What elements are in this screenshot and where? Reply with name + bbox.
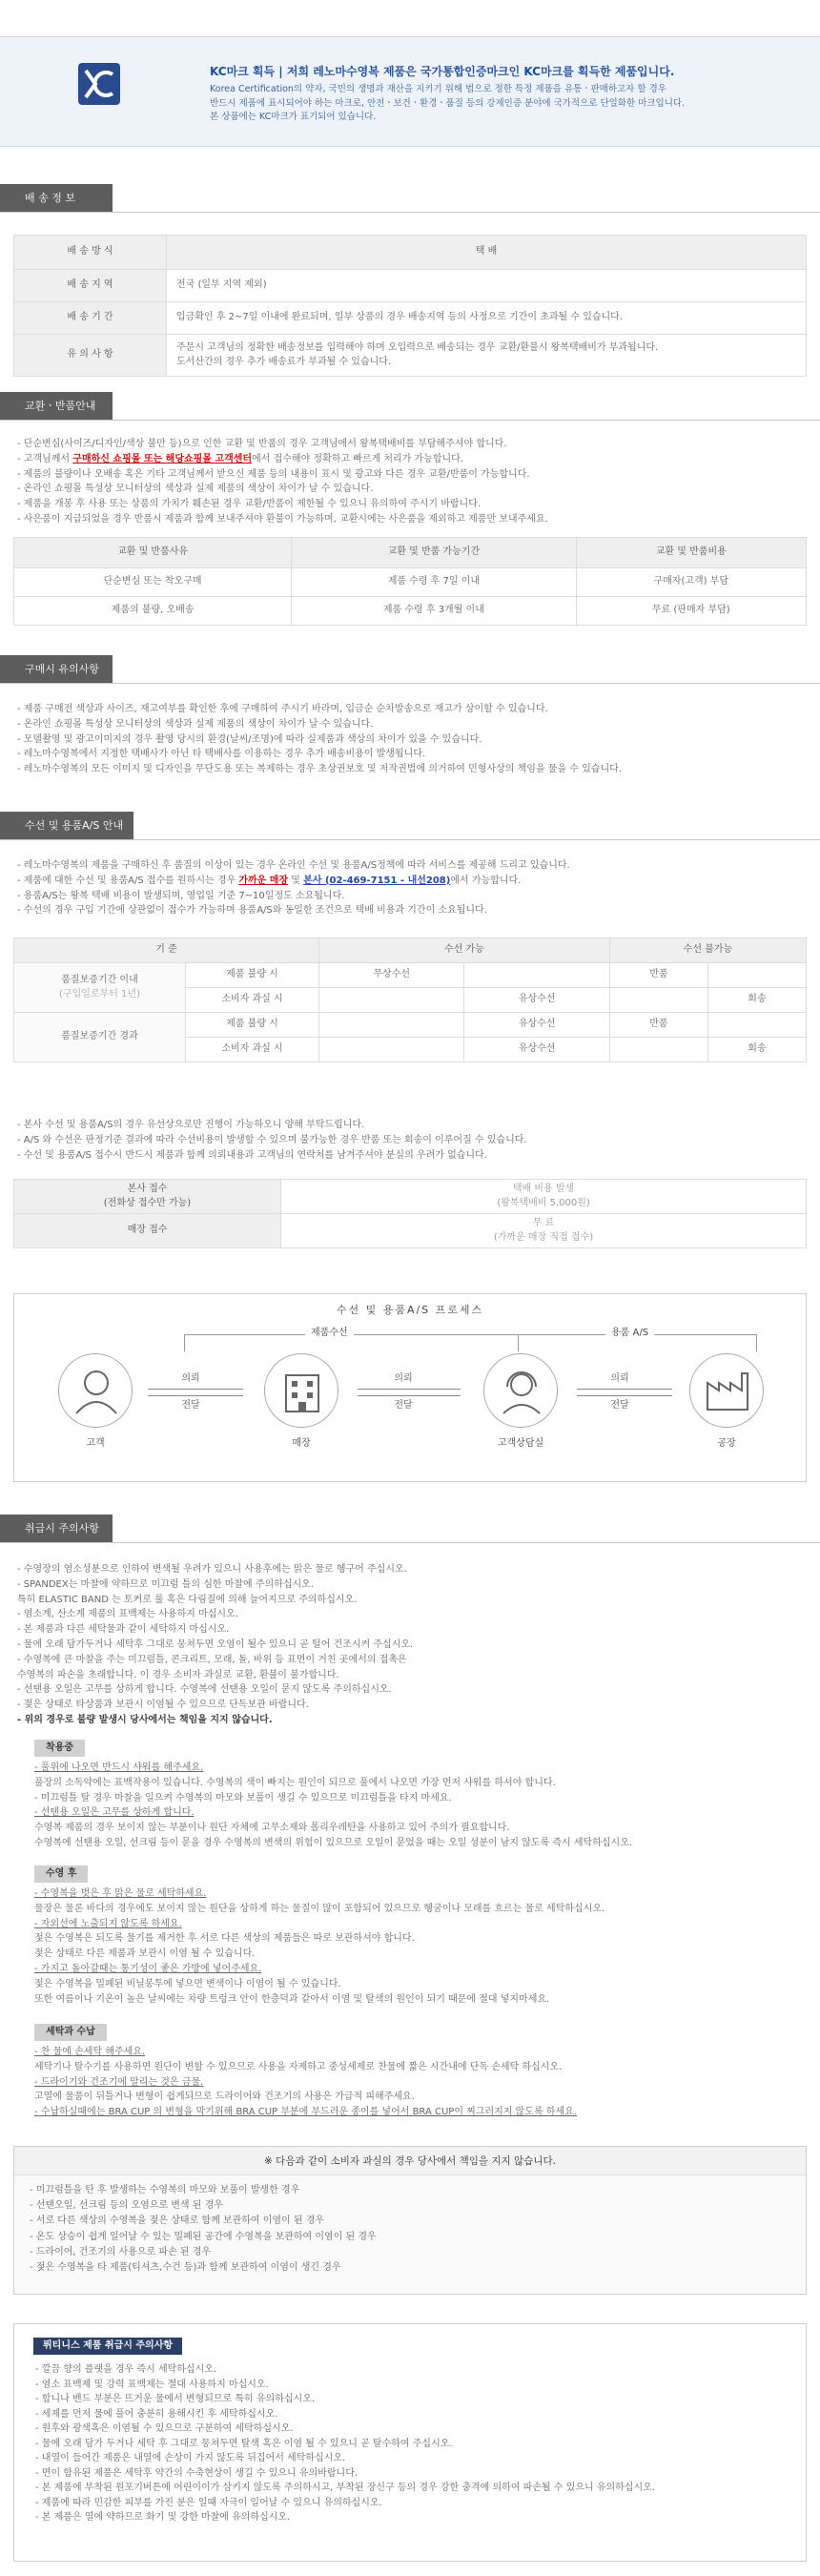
subsection-washing: 세탁과 수납 [34,2024,107,2041]
arrow-label-deliver: 전달 [181,1400,200,1411]
group-as: 용품 A/S [605,1327,654,1341]
rutinis-box [13,2323,807,2562]
arrow-label-request: 의뢰 [181,1373,200,1384]
node-label-call-center: 고객상담실 [497,1438,544,1449]
repair-info-table: 본사 접수 (전화상 접수만 가능) 택배 비용 발생 (왕복택배비 5,000원) 매장 접수 무 료 (가까운 매장 직접 접수) [13,1179,807,1248]
exchange-section-tag: 교환ㆍ반품안내 [0,392,113,421]
hq-phone-link[interactable]: 본사 (02-469-7151 - 내선208) [303,875,451,886]
headset-icon [484,1354,559,1429]
node-label-factory: 공장 [717,1438,736,1449]
arrow-label-deliver: 전달 [394,1400,413,1411]
factory-icon [690,1354,765,1429]
delivery-table: 배 송 방 식 택 배 배 송 지 역 전국 (일부 지역 제외) 배 송 기 간 입금확인 후 2~7일 이내에 완료되며, 일부 상품의 경우 배송지역 등의 사정으로 기간이 초과될 수 있습니다. 유 의 사 항 주문시 고객님의 정확한 배송정보를 입력해야 하며 오입력으로 배송되는 경우 교환/환불시 왕복택배비가 부과됩니다. 도서산간의 경우 추가 배송료가 부과될 수 있습니다. [13,235,807,377]
store-node [264,1353,338,1428]
repair-notes: - 레노마수영복의 제품을 구매하신 후 품질의 이상이 있는 경우 온라인 수선 및 용품A/S정책에 따라 서비스를 제공해 드리고 있습니다. - 제품에 대한 수선 및 용품A/S 접수를 원하시는 경우 가까운 매장 및 본사 (02-469-7151 - 내선208)에서 가능합니다. - 용품A/S는 왕복 택배 비용이 발생되며, 영업일 기준 7~10일정도 소요됩니다. - 수선의 경우 구입 기간에 상관없이 접수가 가능하며 용품A/S와 동일한 조건으로 택배 비용과 기간이 소요됩니다. [17,860,570,917]
wearing-notes: - 풀위에 나오면 반드시 샤워를 해주세요. 풀장의 소독약에는 표백작용이 있습니다. 수영복의 색이 빠지는 원인이 되므로 풀에서 나오면 가장 먼저 샤워를 하셔야 합니다. - 미끄럼틀 탈 경우 마찰을 일으켜 수영복의 마모와 보풀이 생길 수 있으므로 미끄럼틀을 타지 마세요. - 선탠용 오일은 고무를 상하게 합니다. 수영복 제품의 경우 보이지 않는 부분이나 원단 자체에 고무소재와 폴리우레탄을 사용하고 있어 주의가 필요합니다. 수영복에 선탠용 오일, 선크림 등이 묻을 경우 수영복의 변색의 위험이 있으므로 오일이 묻었을 때는 오일 성분이 남지 않도록 즉시 세탁하십시오. [34,1762,633,1848]
kc-description: Korea Certification의 약자, 국민의 생명과 재산을 지키기 위해 법으로 정한 특정 제품을 유통ㆍ판매하고자 할 경우 반드시 제품에 표시되어야 하는 마크로, 안전ㆍ보건ㆍ환경ㆍ품질 등의 강제인증 분야에 국가적으로 단일화한 마크입니다. 본 상품에는 KC마크가 표기되어 있습니다. [210,84,686,123]
delivery-section-tag: 배 송 정 보 [0,184,113,213]
after-swim-notes: - 수영복을 벗은 후 맑은 물로 세탁하세요. 물장은 물론 바다의 경우에도 보이지 않는 원단을 상하게 하는 물질이 많이 포함되어 있으므로 헹굼이나 모래를 흐르는 물로 세탁하십시오. - 자외선에 노출되지 않도록 하세요. 젖은 수영복은 되도록 물기를 제거한 후 서로 다른 색상의 제품들은 따로 보관하셔야 합니다. 젖은 상태로 다른 제품과 보관시 이염 될 수 있습니다. - 가지고 돌아갈때는 통기성이 좋은 가방에 넣어주세요. 젖은 수영복을 밀폐된 비닐봉투에 넣으면 변색이나 이염이 될 수 있습니다. 또한 여름이나 기온이 높은 날씨에는 차량 트렁크 안이 한층덕과 같아서 이염 및 탈색의 원인이 되기 때문에 절대 넣지마세요. [34,1888,605,2005]
repair-section-tag: 수선 및 용품A/S 안내 [0,812,133,840]
caution-notes: - 제품 구매전 색상과 사이즈, 재고여부를 확인한 후에 구매하여 주시기 바라며, 입금순 순차발송으로 재고가 상이할 수 있습니다. - 온라인 쇼핑몰 특성상 모니터상의 색상과 실제 제품의 색상이 차이가 날 수 있습니다. - 모델촬영 및 광고이미지의 경우 촬영 당시의 환경(날씨/조명)에 따라 실제품과 색상의 차이가 있을 수 있습니다. - 레노마수영복에서 지정한 택배사가 아닌 타 택배사를 이용하는 경우 추가 배송비용이 발생됩니다. - 레노마수영복의 모든 이미지 및 디자인을 무단도용 또는 복제하는 경우 초상권보호 및 저작권법에 의거하여 민형사상의 책임을 물을 수 있습니다. [17,704,622,775]
kc-banner [0,36,820,147]
arrow-label-deliver: 전달 [610,1400,629,1411]
rutinis-tag: 뤼티니스 제품 취급시 주의사항 [33,2338,182,2355]
arrow-label-request: 의뢰 [394,1373,413,1384]
handling-notes: - 수영장의 염소성분으로 인하여 변색될 우려가 있으니 사용후에는 맑은 물로 헹구어 주십시오. - SPANDEX는 마찰에 약하므로 미끄럼 틀의 심한 마찰에 주의하십시오. 특히 ELASTIC BAND 는 토커로 룰 혹은 다림질에 의해 늘어지므로 주의하십시오. - 염소계, 산소계 제품의 표백제는 사용하지 마십시오. - 본 제품과 다른 세탁물과 같이 세탁하지 마십시오. - 물에 오래 담가두거나 세탁후 그대로 뭉쳐두면 오염이 될수 있으니 곧 털어 건조시켜 주십시오. - 수영복에 큰 마찰을 주는 미끄럼틀, 콘크리트, 모래, 돌, 바위 등 표면이 거친 곳에서의 접촉은 수영복의 파손을 초래합니다. 이 경우 소비자 과실로 교환, 환불이 불가합니다. - 선탠용 오일은 고무를 상하게 합니다. 수영복에 선탠용 오일이 묻지 않도록 주의하십시오. - 젖은 상태로 타상품과 보관시 이염될 수 있으므로 단독보관 바랍니다. - 위의 경우로 불량 발생시 당사에서는 책임을 지지 않습니다. [17,1564,414,1725]
rutinis-list: - 깔끔 향의 플랫을 경우 즉시 세탁하십시오. - 염소 표백제 및 강력 표백제는 절대 사용하지 마십시오. - 합니나 밴드 부분은 뜨거운 물에서 변형되므로 특히 유의하십시오. - 세제를 먼저 물에 풀어 충분히 용해시킨 후 세탁하십시오. - 원후와 광색혹은 이염될 수 있으므로 구분하여 세탁하십시오. - 물에 오래 담가 두거나 세탁 후 그대로 뭉쳐두면 탈색 혹은 이염 될 수 있으니 곧 탈수하여 주십시오. - 내열이 들어간 제품은 내열에 손상이 가지 않도록 뒤집어서 세탁하십시오. - 면이 함유된 제품은 세탁후 약간의 수축현상이 생길 수 있으니 유의바랍니다. - 본 제품에 부착된 원포기버튼에 어린이이가 삼키지 않도록 주의하시고, 부착된 장신구 등의 경우 강한 충격에 의하여 파손될 수 있으니 유의하십시오. - 제품에 따라 민감한 피부를 가진 분은 일때 자극이 일어날 수 있으니 유의하십시오. - 본 제품은 열에 약하므로 화기 및 강한 마찰에 유의하십시오. [35,2364,655,2523]
group-product-repair: 제품수선 [305,1327,354,1341]
liability-box [13,2146,807,2295]
exchange-table: 교환 및 반품사유 교환 및 반품 가능기간 교환 및 반품비용 단순변심 또는 착오구매 제품 수령 후 7일 이내 구매자(고객) 부담 제품의 불량, 오배송 제품 수령 후 3개월 이내 무료 (판매자 부담) [13,537,807,626]
repair-process-diagram [13,1293,807,1482]
repair-table: 기 준 수선 가능 수선 불가능 품질보증기간 이내 (구입일로부터 1년) 제품 불량 시 무상수선 반품 소비자 과실 시 유상수선 회송 품질보증기간 경과 제품 불량 시 유상수선 반품 소비자 과실 시 유상수선 회송 [13,938,807,1062]
customer-node [58,1353,133,1428]
liability-list: - 미끄럼틀을 탄 후 발생하는 수영복의 마모와 보풀이 발생한 경우 - 선탠오일, 선크림 등의 오염으로 변색 된 경우 - 서로 다른 색상의 수영복을 젖은 상태로 함께 보관하여 이염이 된 경우 - 온도 상승이 쉽게 일어날 수 있는 밀폐된 공간에 수영복을 보관하여 이염이 된 경우 - 드라이어, 건조기의 사용으로 파손 된 경우 - 젖은 수영복을 타 제품(티셔츠,수건 등)과 함께 보관하여 이염이 생긴 경우 [30,2185,377,2273]
node-label-store: 매장 [292,1438,311,1449]
node-label-customer: 고객 [86,1438,105,1449]
liability-title: ※ 다음과 같이 소비자 과실의 경우 당사에서 책임을 지지 않습니다. [14,2147,806,2175]
store-link[interactable]: 가까운 매장 [238,875,289,886]
washing-notes: - 찬 물에 손세탁 해주세요. 세탁기나 탈수기를 사용하면 원단이 변할 수 있으므로 사용을 자제하고 중성세제로 찬물에 짧은 시간내에 단독 손세탁 하십시오. - 드라이기와 건조기에 말리는 것은 금물. 고열에 물품이 뒤틀거나 변형이 쉽게되므로 드라이어와 건조기의 사용은 가급적 피해주세요. - 수납하실때에는 BRA CUP 의 변형을 막기위해 BRA CUP 부분에 부드러운 종이를 넣어서 BRA CUP이 찌그러지지 않도록 하세요. [34,2047,577,2118]
shop-link[interactable]: 구매하신 쇼핑몰 또는 해당쇼핑몰 고객센터 [72,453,253,464]
kc-title: KC마크 획득 | 저희 레노마수영복 제품은 국가통합인증마크인 KC마크를 획득한 제품입니다. [210,65,675,78]
factory-node [689,1353,764,1428]
repair-notes-2: - 본사 수선 및 용품A/S의 경우 유선상으로만 진행이 가능하오니 양해 부탁드립니다. - A/S 와 수선은 판정기준 결과에 따라 수선비용이 발생할 수 있으며 불가능한 경우 반품 또는 회송이 이루어질 수 있습니다. - 수선 및 용품A/S 접수시 반드시 제품과 함께 의뢰내용과 고객님의 연락처를 남겨주셔야 분실의 우려가 없습니다. [17,1120,527,1161]
arrow-label-request: 의뢰 [610,1373,629,1384]
handling-section-tag: 취급시 주의사항 [0,1515,113,1543]
customer-icon [59,1354,133,1429]
subsection-wearing: 착용중 [34,1740,85,1757]
subsection-after-swim: 수영 후 [34,1865,88,1883]
exchange-notes: - 단순변심(사이즈/디자인/색상 불만 등)으로 인한 교환 및 반품의 경우 고객님에서 왕복택배비를 부담해주셔야 합니다. - 고객님께서 구매하신 쇼핑몰 또는 해당쇼핑몰 고객센터에서 접수해야 정확하고 빠르게 처리가 가능합니다. - 제품의 불량이나 오배송 혹은 기타 고객님께서 받으신 제품 등의 내용이 표시 및 광고와 다른 경우 교환/반품이 가능합니다. - 온라인 쇼핑몰 특성상 모니터상의 색상과 실제 제품의 색상이 차이가 날 수 있습니다. - 제품을 개봉 후 사용 또는 상품의 가치가 훼손된 경우 교환/반품이 제한될 수 있으니 유의하여 주시기 바랍니다. - 사은품이 지급되었을 경우 반품시 제품과 함께 보내주셔야 환불이 가능하며, 교환시에는 사은품을 제외하고 제품만 보내주세요. [17,439,548,525]
call-center-node [483,1353,558,1428]
kc-logo-icon [76,61,122,107]
process-title: 수선 및 용품A/S 프로세스 [336,1304,484,1316]
caution-section-tag: 구매시 유의사항 [0,655,113,684]
store-icon [265,1354,339,1429]
